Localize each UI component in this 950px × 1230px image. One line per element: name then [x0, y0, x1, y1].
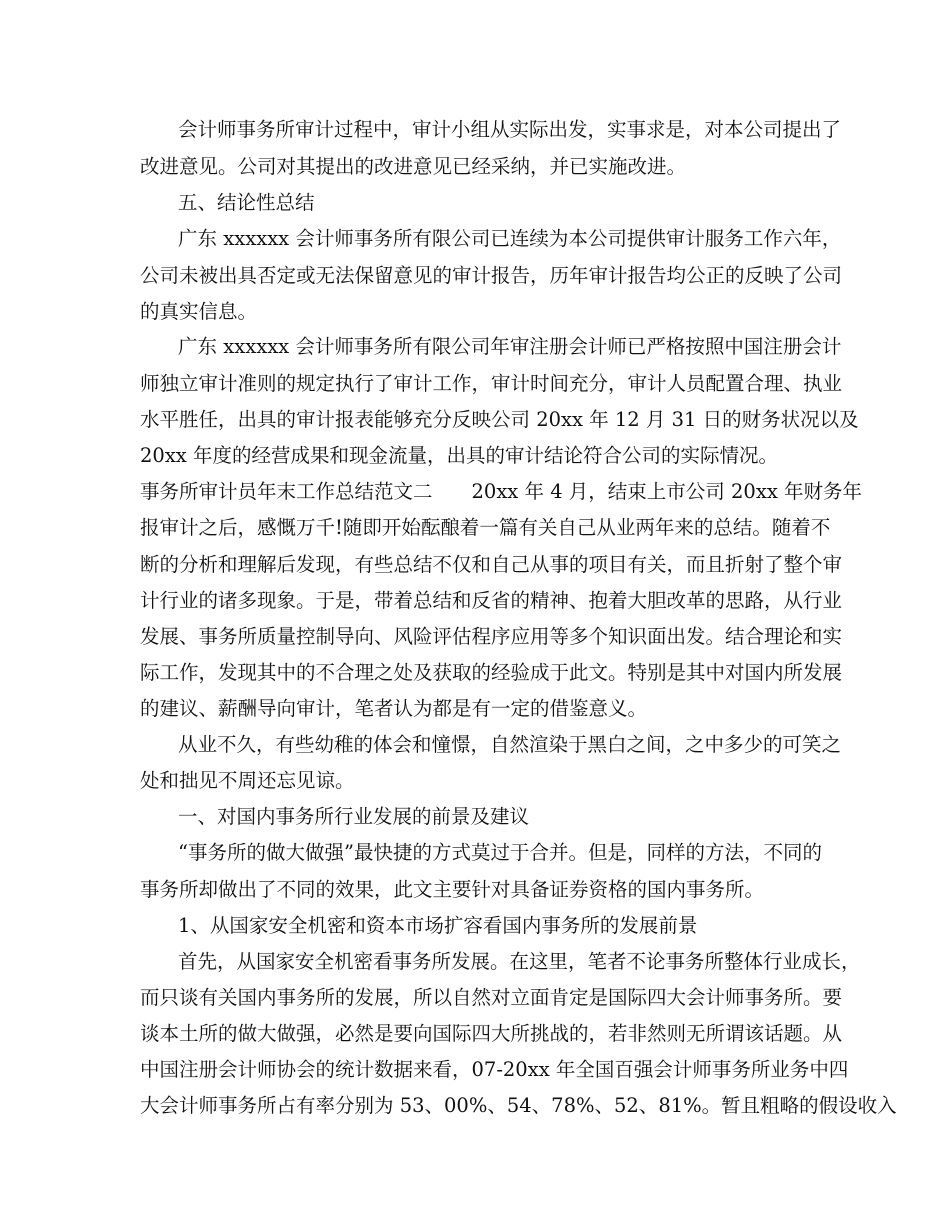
paragraph-line: 事务所却做出了不同的效果，此文主要针对具备证券资格的国内事务所。	[140, 878, 765, 901]
paragraph-line: 师独立审计准则的规定执行了审计工作，审计时间充分，审计人员配置合理、执业	[140, 372, 843, 395]
paragraph-line: 事务所审计员年末工作总结范文二 20xx 年 4 月，结束上市公司 20xx 年财务年	[140, 480, 863, 503]
paragraph-line: 处和拙见不周还忘见谅。	[140, 769, 355, 792]
paragraph-line: “事务所的做大做强”最快捷的方式莫过于合并。但是，同样的方法，不同的	[178, 841, 822, 864]
paragraph-line: 首先，从国家安全机密看事务所发展。在这里，笔者不论事务所整体行业成长，	[178, 950, 861, 973]
paragraph-line: 水平胜任，出具的审计报表能够充分反映公司 20xx 年 12 月 31 日的财务状况以及	[140, 408, 859, 431]
paragraph-line: 中国注册会计师协会的统计数据来看，07-20xx 年全国百强会计师事务所业务中四	[140, 1058, 849, 1081]
paragraph-line: 的真实信息。	[140, 300, 258, 323]
subsection-heading: 1、从国家安全机密和资本市场扩容看国内事务所的发展前景	[178, 914, 698, 937]
paragraph-line: 广东 xxxxxx 会计师事务所有限公司已连续为本公司提供审计服务工作六年，	[178, 227, 842, 250]
paragraph-line: 计行业的诸多现象。于是，带着总结和反省的精神、抱着大胆改革的思路，从行业	[140, 589, 843, 612]
paragraph-line: 广东 xxxxxx 会计师事务所有限公司年审注册会计师已严格按照中国注册会计	[178, 335, 842, 358]
paragraph-line: 会计师事务所审计过程中，审计小组从实际出发，实事求是，对本公司提出了	[178, 118, 842, 141]
paragraph-line: 大会计师事务所占有率分别为 53、00%、54、78%、52、81%。暂且粗略的假设收入	[140, 1094, 897, 1117]
section-heading: 一、对国内事务所行业发展的前景及建议	[178, 805, 530, 828]
paragraph-line: 的建议、薪酬导向审计，笔者认为都是有一定的借鉴意义。	[140, 697, 648, 720]
paragraph-line: 际工作，发现其中的不合理之处及获取的经验成于此文。特别是其中对国内所发展	[140, 661, 843, 684]
paragraph-line: 断的分析和理解后发现，有些总结不仅和自己从事的项目有关，而且折射了整个审	[140, 553, 843, 576]
paragraph-line: 改进意见。公司对其提出的改进意见已经采纳，并已实施改进。	[140, 155, 687, 178]
paragraph-line: 20xx 年度的经营成果和现金流量，出具的审计结论符合公司的实际情况。	[140, 444, 779, 467]
paragraph-line: 报审计之后，感慨万千!随即开始酝酿着一篇有关自己从业两年来的总结。随着不	[140, 516, 831, 539]
paragraph-line: 公司未被出具否定或无法保留意见的审计报告，历年审计报告均公正的反映了公司	[140, 264, 843, 287]
paragraph-line: 发展、事务所质量控制导向、风险评估程序应用等多个知识面出发。结合理论和实	[140, 625, 843, 648]
paragraph-line: 谈本土所的做大做强，必然是要向国际四大所挑战的，若非然则无所谓该话题。从	[140, 1022, 843, 1045]
paragraph-line: 而只谈有关国内事务所的发展，所以自然对立面肯定是国际四大会计师事务所。要	[140, 986, 843, 1009]
section-heading: 五、结论性总结	[178, 191, 315, 214]
paragraph-line: 从业不久，有些幼稚的体会和憧憬，自然渲染于黑白之间，之中多少的可笑之	[178, 733, 842, 756]
